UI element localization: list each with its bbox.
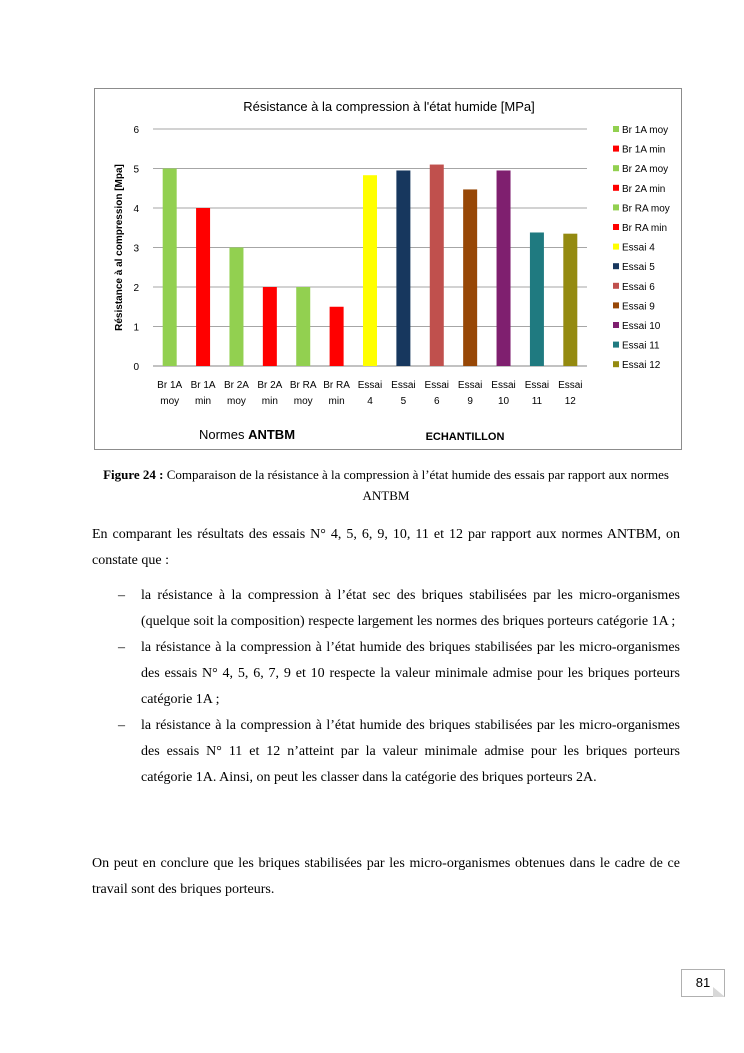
bar-chart [95, 89, 681, 449]
bullet-item [92, 583, 680, 635]
legend-swatch [613, 302, 619, 308]
x-tick-label: 10 [497, 396, 510, 407]
x-tick-label: 6 [433, 396, 440, 407]
x-tick-label: Essai [524, 380, 550, 391]
bullet-item [92, 713, 680, 791]
legend-label: Br 1A min [622, 144, 666, 156]
legend-label: Essai 11 [622, 340, 660, 352]
bullet-item [92, 635, 680, 713]
legend-label: Br RA min [622, 223, 668, 234]
figure-caption-label: Figure 24 : [103, 467, 164, 482]
page-number [681, 969, 725, 997]
x-tick-label: Br 2A [223, 380, 249, 391]
legend-swatch [613, 204, 619, 210]
x-tick-label: Br RA [289, 380, 317, 391]
conclusion-paragraph: On peut en conclure que les briques stabilisées par les micro-organismes obtenues dans le cadre de ce travail sont des briques porteurs. [92, 856, 680, 897]
legend-label: Essai 9 [622, 301, 655, 313]
bullet-marker: – [118, 640, 125, 655]
group-label-normes-bold: ANTBM [248, 427, 296, 442]
chart-frame [94, 88, 682, 450]
legend-swatch [613, 283, 619, 289]
x-tick-label: Essai [558, 380, 583, 391]
legend-swatch [613, 244, 619, 250]
figure-caption-text: Comparaison de la résistance à la compression à l’état humide des essais par rapport aux normes ANTBM [163, 467, 669, 503]
x-tick-label: Essai [491, 380, 516, 391]
x-tick-label: Br 1A [190, 380, 216, 391]
y-tick-label: 6 [133, 125, 139, 136]
x-tick-label: min [261, 396, 278, 407]
bar [530, 232, 544, 366]
group-label-normes-prefix: Normes [198, 427, 249, 442]
legend-label: Essai 12 [622, 360, 661, 372]
y-axis-label: Résistance à al compression [Mpa] [114, 164, 125, 331]
x-tick-label: min [328, 396, 345, 407]
bar [363, 175, 377, 366]
y-tick-label: 5 [133, 164, 139, 176]
bar [463, 189, 477, 366]
legend-label: Essai 5 [622, 262, 655, 274]
bar [229, 248, 243, 367]
bar [196, 208, 210, 366]
bar [563, 234, 577, 366]
x-tick-label: Essai [457, 380, 483, 391]
x-tick-label: 4 [367, 396, 373, 407]
x-tick-label: Essai [391, 380, 416, 391]
legend-label: Br 2A min [622, 183, 666, 195]
legend-label: Br RA moy [622, 203, 670, 215]
legend-swatch [613, 146, 619, 152]
bar [396, 170, 410, 366]
x-tick-label: Br 1A [157, 380, 183, 391]
x-tick-label: Br 2A [257, 380, 283, 391]
x-tick-label: min [195, 396, 212, 407]
group-label-echantillon: ECHANTILLON [425, 431, 505, 443]
y-tick-label: 2 [133, 283, 139, 294]
page-curl-icon [713, 987, 725, 997]
group-label-normes [199, 427, 295, 442]
legend-swatch [613, 165, 619, 171]
y-tick-label: 3 [133, 243, 139, 255]
bar [430, 165, 444, 366]
page-number-text: 81 [695, 975, 711, 990]
legend-swatch [613, 126, 619, 132]
x-tick-label: moy [227, 396, 246, 407]
legend-swatch [613, 263, 619, 269]
legend-swatch [613, 361, 619, 367]
bar [497, 170, 511, 366]
legend-label: Br 1A moy [622, 125, 669, 136]
x-tick-label: 9 [467, 396, 473, 407]
legend-swatch [613, 342, 619, 348]
x-tick-label: Essai [357, 380, 383, 391]
x-tick-label: moy [160, 396, 180, 407]
bar [296, 287, 310, 366]
legend-label: Essai 6 [622, 281, 655, 293]
bullet-text: la résistance à la compression à l’état humide des briques stabilisées par les micro-organismes des essais N° 11 et 12 n’atteint par la valeur minimale admise pour les briques porteurs catégorie 1A. Ainsi, on peut les classer dans la catégorie des briques porteurs 2A. [141, 718, 680, 785]
intro-paragraph: En comparant les résultats des essais N° 4, 5, 6, 9, 10, 11 et 12 par rapport aux normes ANTBM, on constate que : [92, 527, 680, 568]
x-tick-label: 12 [564, 396, 576, 407]
legend-label: Essai 10 [622, 321, 661, 332]
bar [330, 307, 344, 366]
bullet-text: la résistance à la compression à l’état sec des briques stabilisées par les micro-organismes (quelque soit la composition) respecte largement les normes des briques porteurs catégorie 1A ; [141, 588, 680, 629]
chart-title: Résistance à la compression à l'état humide [MPa] [243, 99, 535, 114]
x-tick-label: Br RA [323, 380, 350, 391]
figure-caption [92, 464, 680, 506]
bullet-list [92, 583, 680, 791]
x-tick-label: 11 [531, 396, 543, 407]
y-tick-label: 1 [133, 322, 139, 334]
x-tick-label: moy [293, 396, 313, 407]
legend-label: Essai 4 [622, 242, 655, 254]
y-tick-label: 0 [133, 362, 139, 373]
bar [163, 169, 177, 367]
bar [263, 287, 277, 366]
legend-swatch [613, 322, 619, 328]
legend-label: Br 2A moy [622, 164, 669, 176]
x-tick-label: Essai [424, 380, 449, 391]
bullet-text: la résistance à la compression à l’état humide des briques stabilisées par les micro-organismes des essais N° 4, 5, 6, 7, 9 et 10 respecte la valeur minimale admise pour les briques porteurs catégorie 1A ; [141, 640, 680, 707]
bullet-marker: – [118, 588, 125, 603]
x-tick-label: 5 [400, 396, 407, 407]
bullet-marker: – [118, 718, 125, 733]
y-tick-label: 4 [133, 204, 139, 215]
legend-swatch [613, 224, 619, 230]
legend-swatch [613, 185, 619, 191]
